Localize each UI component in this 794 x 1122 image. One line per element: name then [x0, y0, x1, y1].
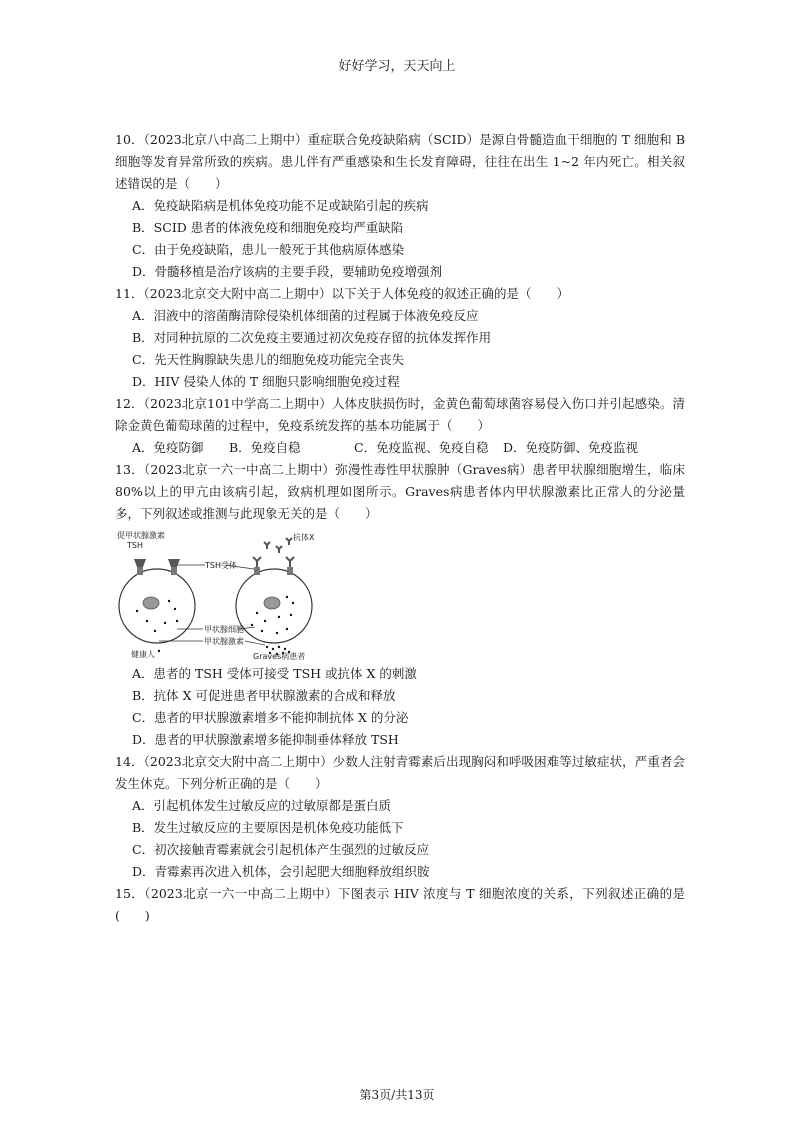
question-10-option-a: A．免疫缺陷病是机体免疫功能不足或缺陷引起的疾病	[132, 198, 429, 213]
antibody-marks	[253, 538, 294, 567]
patient-cell-nucleus	[264, 597, 280, 609]
healthy-cell-nucleus	[143, 597, 159, 609]
patient-receptor-left	[254, 567, 260, 575]
question-11	[115, 283, 685, 393]
question-12-stem: 12．（2023北京101中学高二上期中）人体皮肤损伤时，金黄色葡萄球菌容易侵入伤口并引起感染。清除金黄色葡萄球菌的过程中，免疫系统发挥的基本功能属于（ ）	[115, 396, 685, 433]
question-11-stem: 11．（2023北京交大附中高二上期中）以下关于人体免疫的叙述正确的是（ ）	[115, 286, 569, 301]
question-12-option-b: B．免疫自稳	[229, 440, 301, 455]
label-graves-patient: Graves病患者	[253, 652, 306, 661]
question-11-option-d: D．HIV 侵染人体的 T 细胞只影响细胞免疫过程	[132, 374, 400, 389]
question-10-option-c: C．由于免疫缺陷，患儿一般死于其他病原体感染	[132, 242, 405, 257]
question-11-option-a: A．泪液中的溶菌酶清除侵染机体细菌的过程属于体液免疫反应	[132, 308, 479, 323]
question-13-option-a: A．患者的 TSH 受体可接受 TSH 或抗体 X 的刺激	[132, 666, 417, 681]
question-14-option-d: D．青霉素再次进入机体，会引起肥大细胞释放组织胺	[132, 864, 430, 879]
label-tsh: TSH	[127, 541, 143, 550]
question-13-stem: 13．（2023北京一六一中高二上期中）弥漫性毒性甲状腺肿（Graves病）患者甲状腺细胞增生，临床 80%以上的甲亢由该病引起，致病机理如图所示。Graves病患者体内甲状腺激素比正常人的分泌量多，下列叙述或推测与此现象无关的是（ ）	[115, 462, 685, 521]
question-14-option-c: C．初次接触青霉素就会引起机体产生强烈的过敏反应	[132, 842, 430, 857]
question-10-option-b: B．SCID 患者的体液免疫和细胞免疫均严重缺陷	[132, 220, 404, 235]
label-tsh-hormone: 促甲状腺激素	[117, 531, 165, 540]
patient-receptor-right	[287, 567, 293, 575]
question-12	[115, 393, 685, 459]
healthy-receptor-right	[171, 567, 177, 575]
label-tsh-receptor: TSH受体	[205, 561, 237, 570]
question-15-stem: 15．（2023北京一六一中高二上期中）下图表示 HIV 浓度与 T 细胞浓度的关系，下列叙述正确的是( )	[115, 886, 685, 923]
label-antibody-x: 抗体X	[293, 533, 315, 542]
question-14-option-b: B．发生过敏反应的主要原因是机体免疫功能低下	[132, 820, 404, 835]
healthy-tsh-right	[168, 559, 180, 567]
label-thyroid-hormone: 甲状腺激素	[204, 637, 244, 646]
question-10	[115, 129, 685, 283]
question-10-stem: 10．（2023北京八中高二上期中）重症联合免疫缺陷病（SCID）是源自骨髓造血干细胞的 T 细胞和 B 细胞等发育异常所致的疾病。患儿伴有严重感染和生长发育障碍，往往在出生 1~2 年内死亡。相关叙述错误的是（ ）	[115, 132, 685, 191]
page-footer: 第3页/共13页	[359, 1088, 435, 1102]
question-13-option-d: D．患者的甲状腺激素增多能抑制垂体释放 TSH	[132, 732, 399, 747]
question-14-option-a: A．引起机体发生过敏反应的过敏原都是蛋白质	[132, 798, 392, 813]
healthy-hormone-dots	[136, 600, 178, 652]
healthy-tsh-left	[134, 559, 146, 567]
question-12-option-a: A．免疫防御	[132, 440, 204, 455]
question-11-option-b: B．对同种抗原的二次免疫主要通过初次免疫存留的抗体发挥作用	[132, 330, 492, 345]
question-13	[115, 459, 685, 751]
question-12-options	[115, 437, 685, 459]
question-13-option-c: C．患者的甲状腺激素增多不能抑制抗体 X 的分泌	[132, 710, 409, 725]
label-thyroid-cell: 甲状腺细胞	[204, 625, 244, 634]
question-11-option-c: C．先天性胸腺缺失患儿的细胞免疫功能完全丧失	[132, 352, 405, 367]
page-header: 好好学习，天天向上	[338, 59, 456, 74]
healthy-receptor-left	[137, 567, 143, 575]
label-healthy-person: 健康人	[131, 650, 155, 659]
question-13-option-b: B．抗体 X 可促进患者甲状腺激素的合成和释放	[132, 688, 396, 703]
question-15	[115, 883, 685, 927]
question-14-stem: 14．（2023北京交大附中高二上期中）少数人注射青霉素后出现胸闷和呼吸困难等过敏症状，严重者会发生休克。下列分析正确的是（ ）	[115, 754, 685, 791]
question-12-option-d: D．免疫防御、免疫监视	[503, 440, 639, 455]
question-14	[115, 751, 685, 883]
question-list	[115, 129, 685, 927]
question-10-option-d: D．骨髓移植是治疗该病的主要手段，要辅助免疫增强剂	[132, 264, 443, 279]
graves-mechanism-figure	[117, 531, 347, 661]
question-12-option-c: C．免疫监视、免疫自稳	[354, 440, 489, 455]
